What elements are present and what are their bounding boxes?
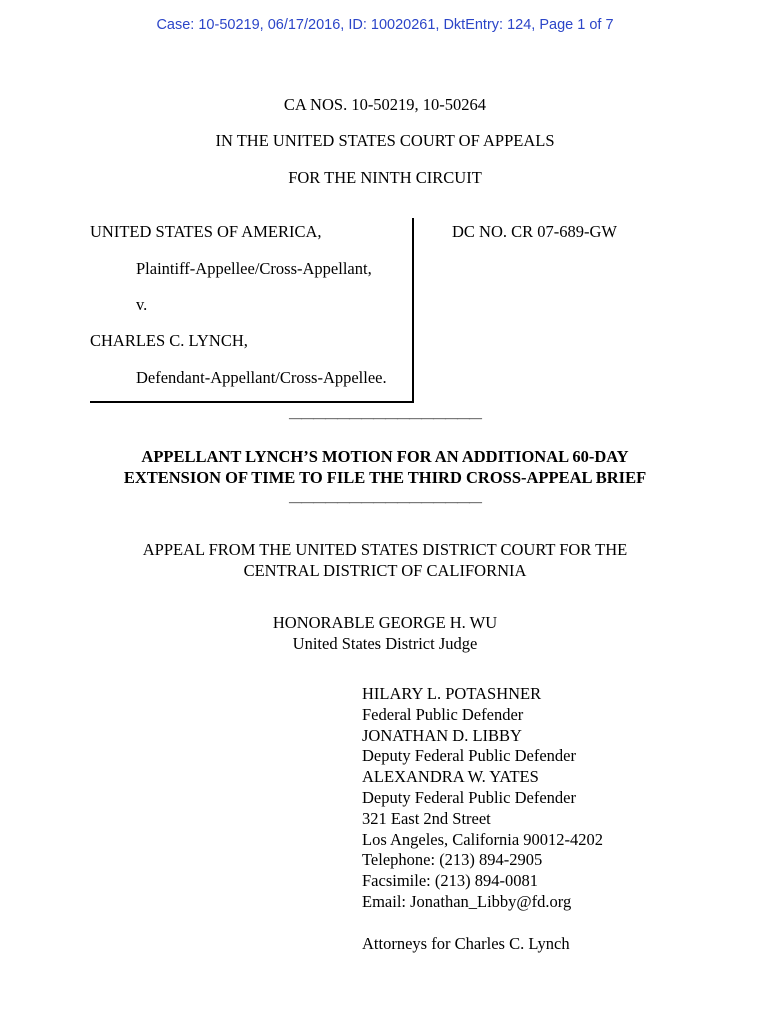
plaintiff-name: UNITED STATES OF AMERICA,	[90, 222, 322, 241]
counsel-line: Facsimile: (213) 894-0081	[362, 871, 538, 891]
counsel-line: Telephone: (213) 894-2905	[362, 850, 543, 870]
caption-vertical-rule	[412, 218, 414, 402]
appeal-from	[0, 539, 770, 581]
counsel-line: 321 East 2nd Street	[362, 808, 491, 828]
appeal-from-line-2: CENTRAL DISTRICT OF CALIFORNIA	[243, 561, 527, 580]
district-court-number: DC NO. CR 07-689-GW	[452, 222, 617, 241]
counsel-email: Email: Jonathan_Libby@fd.org	[362, 891, 572, 911]
title-line-2: EXTENSION OF TIME TO FILE THE THIRD CROSS-APPEAL BRIEF	[123, 468, 647, 487]
counsel-line: Los Angeles, California 90012-4202	[362, 829, 604, 849]
case-stamp-header: Case: 10-50219, 06/17/2016, ID: 10020261, DktEntry: 124, Page 1 of 7	[156, 17, 614, 33]
counsel-line: Deputy Federal Public Defender	[362, 746, 576, 766]
caption-horizontal-rule	[90, 401, 414, 403]
appeal-from-line-1: APPEAL FROM THE UNITED STATES DISTRICT COURT FOR THE	[142, 540, 628, 559]
counsel-line: HILARY L. POTASHNER	[362, 684, 542, 703]
document-title	[0, 446, 770, 488]
judge-block	[0, 612, 770, 654]
counsel-line: Federal Public Defender	[362, 704, 524, 724]
counsel-line: JONATHAN D. LIBBY	[362, 725, 522, 745]
rule-line-bottom: ————————————————	[289, 494, 481, 509]
counsel-line: ALEXANDRA W. YATES	[362, 767, 539, 787]
attorneys-for: Attorneys for Charles C. Lynch	[362, 933, 570, 953]
case-numbers: CA NOS. 10-50219, 10-50264	[283, 95, 487, 114]
counsel-block	[362, 684, 603, 954]
counsel-spacer	[362, 913, 603, 934]
judge-name: HONORABLE GEORGE H. WU	[272, 613, 498, 632]
court-name: IN THE UNITED STATES COURT OF APPEALS	[215, 131, 555, 150]
judge-title: United States District Judge	[292, 634, 478, 653]
title-line-1: APPELLANT LYNCH’S MOTION FOR AN ADDITIONAL 60-DAY	[141, 447, 629, 466]
defendant-name: CHARLES C. LYNCH,	[90, 331, 248, 350]
counsel-line: Deputy Federal Public Defender	[362, 787, 576, 807]
defendant-role: Defendant-Appellant/Cross-Appellee.	[136, 368, 387, 387]
circuit-name: FOR THE NINTH CIRCUIT	[288, 168, 482, 187]
versus: v.	[136, 295, 148, 314]
plaintiff-role: Plaintiff-Appellee/Cross-Appellant,	[136, 259, 372, 278]
rule-line-top: ————————————————	[289, 410, 481, 425]
